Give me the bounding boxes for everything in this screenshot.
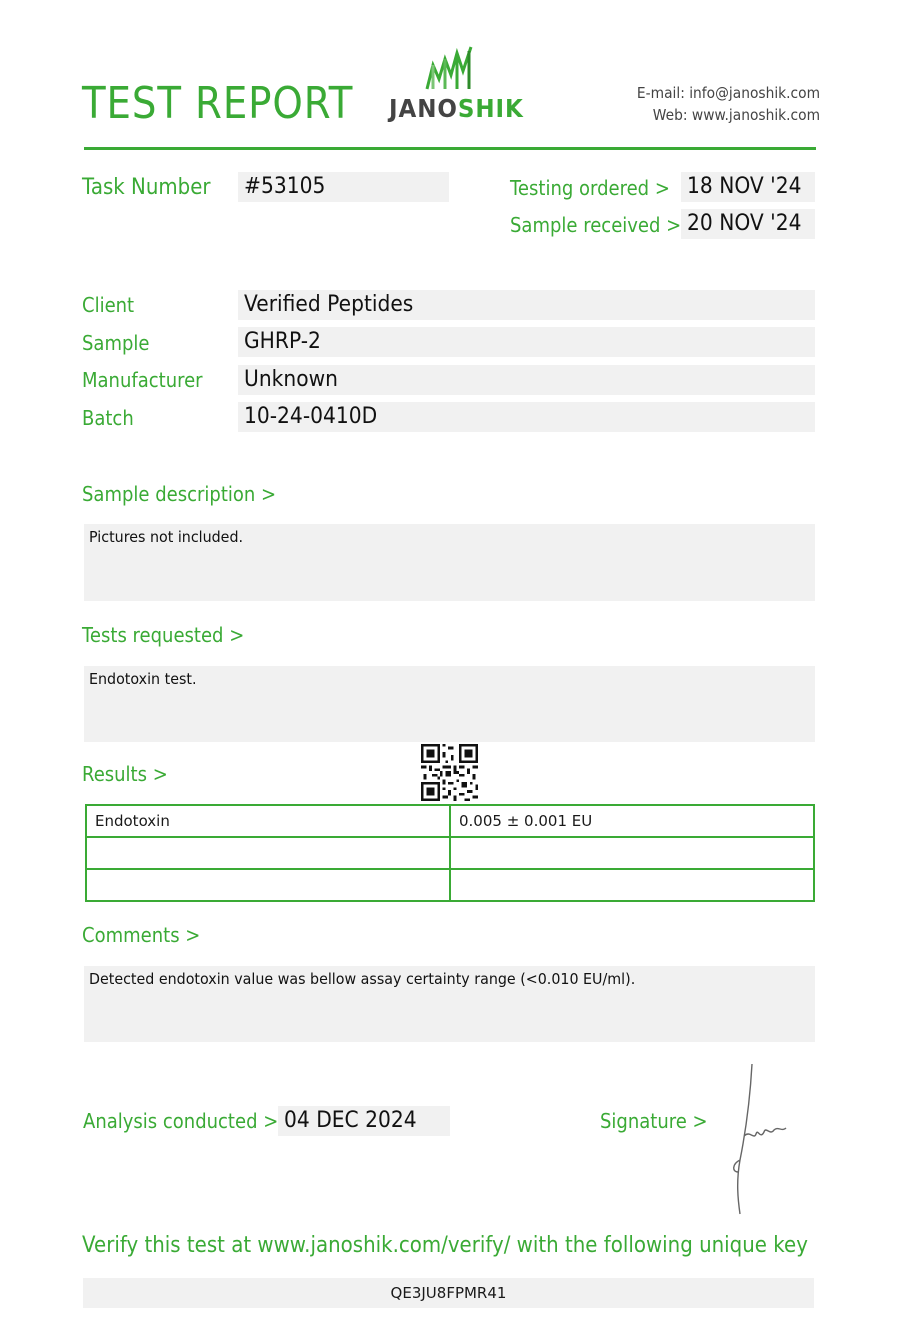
tests-requested-text: Endotoxin test. [89,670,197,688]
verify-instructions: Verify this test at www.janoshik.com/verify/ with the following unique key [82,1233,808,1258]
task-number-label: Task Number [82,175,211,200]
sample-description-box [84,524,815,601]
unique-key-box [83,1278,814,1308]
logo-text-part2: SHIK [457,94,524,123]
manufacturer-field [238,365,815,395]
testing-ordered-field [681,172,815,202]
result-test-name [86,869,450,901]
signature-image [726,1060,792,1220]
logo-chart-icon [425,45,477,93]
batch-field [238,402,815,432]
logo-text-part1: JANO [389,94,458,123]
sample-received-label: Sample received > [510,213,682,237]
client-field [238,290,815,320]
analysis-date-value: 04 DEC 2024 [284,1108,417,1133]
result-value: 0.005 ± 0.001 EU [450,805,814,837]
web-line: Web: www.janoshik.com [652,106,820,124]
analysis-date-field [278,1106,450,1136]
table-row [86,869,814,901]
results-label: Results > [82,762,168,786]
client-label: Client [82,293,135,317]
results-table [85,804,815,902]
testing-ordered-label: Testing ordered > [510,176,670,200]
sample-received-field [681,209,815,239]
qr-code-icon [421,744,478,801]
report-title: TEST REPORT [82,78,354,129]
comments-box [84,966,815,1042]
email-line: E-mail: info@janoshik.com [636,84,820,102]
comments-label: Comments > [82,923,201,947]
sample-description-text: Pictures not included. [89,528,244,546]
task-number-field [238,172,449,202]
batch-label: Batch [82,406,134,430]
sample-field [238,327,815,357]
sample-label: Sample [82,331,150,355]
sample-received-value: 20 NOV '24 [687,211,802,236]
analysis-conducted-label: Analysis conducted > [83,1109,279,1133]
result-test-name [86,837,450,869]
batch-value: 10-24-0410D [244,404,378,429]
client-value: Verified Peptides [244,292,414,317]
unique-key-value: QE3JU8FPMR41 [390,1284,507,1302]
manufacturer-label: Manufacturer [82,368,203,392]
manufacturer-value: Unknown [244,367,338,392]
task-number-value: #53105 [244,174,326,199]
contact-info [637,82,820,126]
header-divider [84,147,816,150]
tests-requested-box [84,666,815,742]
comments-text: Detected endotoxin value was bellow assay certainty range (<0.010 EU/ml). [89,970,636,988]
sample-description-label: Sample description > [82,482,277,506]
result-value [450,869,814,901]
table-row [86,837,814,869]
tests-requested-label: Tests requested > [82,623,245,647]
result-test-name: Endotoxin [86,805,450,837]
signature-label: Signature > [600,1109,708,1133]
result-value [450,837,814,869]
table-row [86,805,814,837]
logo-wordmark [389,94,524,123]
testing-ordered-value: 18 NOV '24 [687,174,802,199]
sample-value: GHRP-2 [244,329,321,354]
